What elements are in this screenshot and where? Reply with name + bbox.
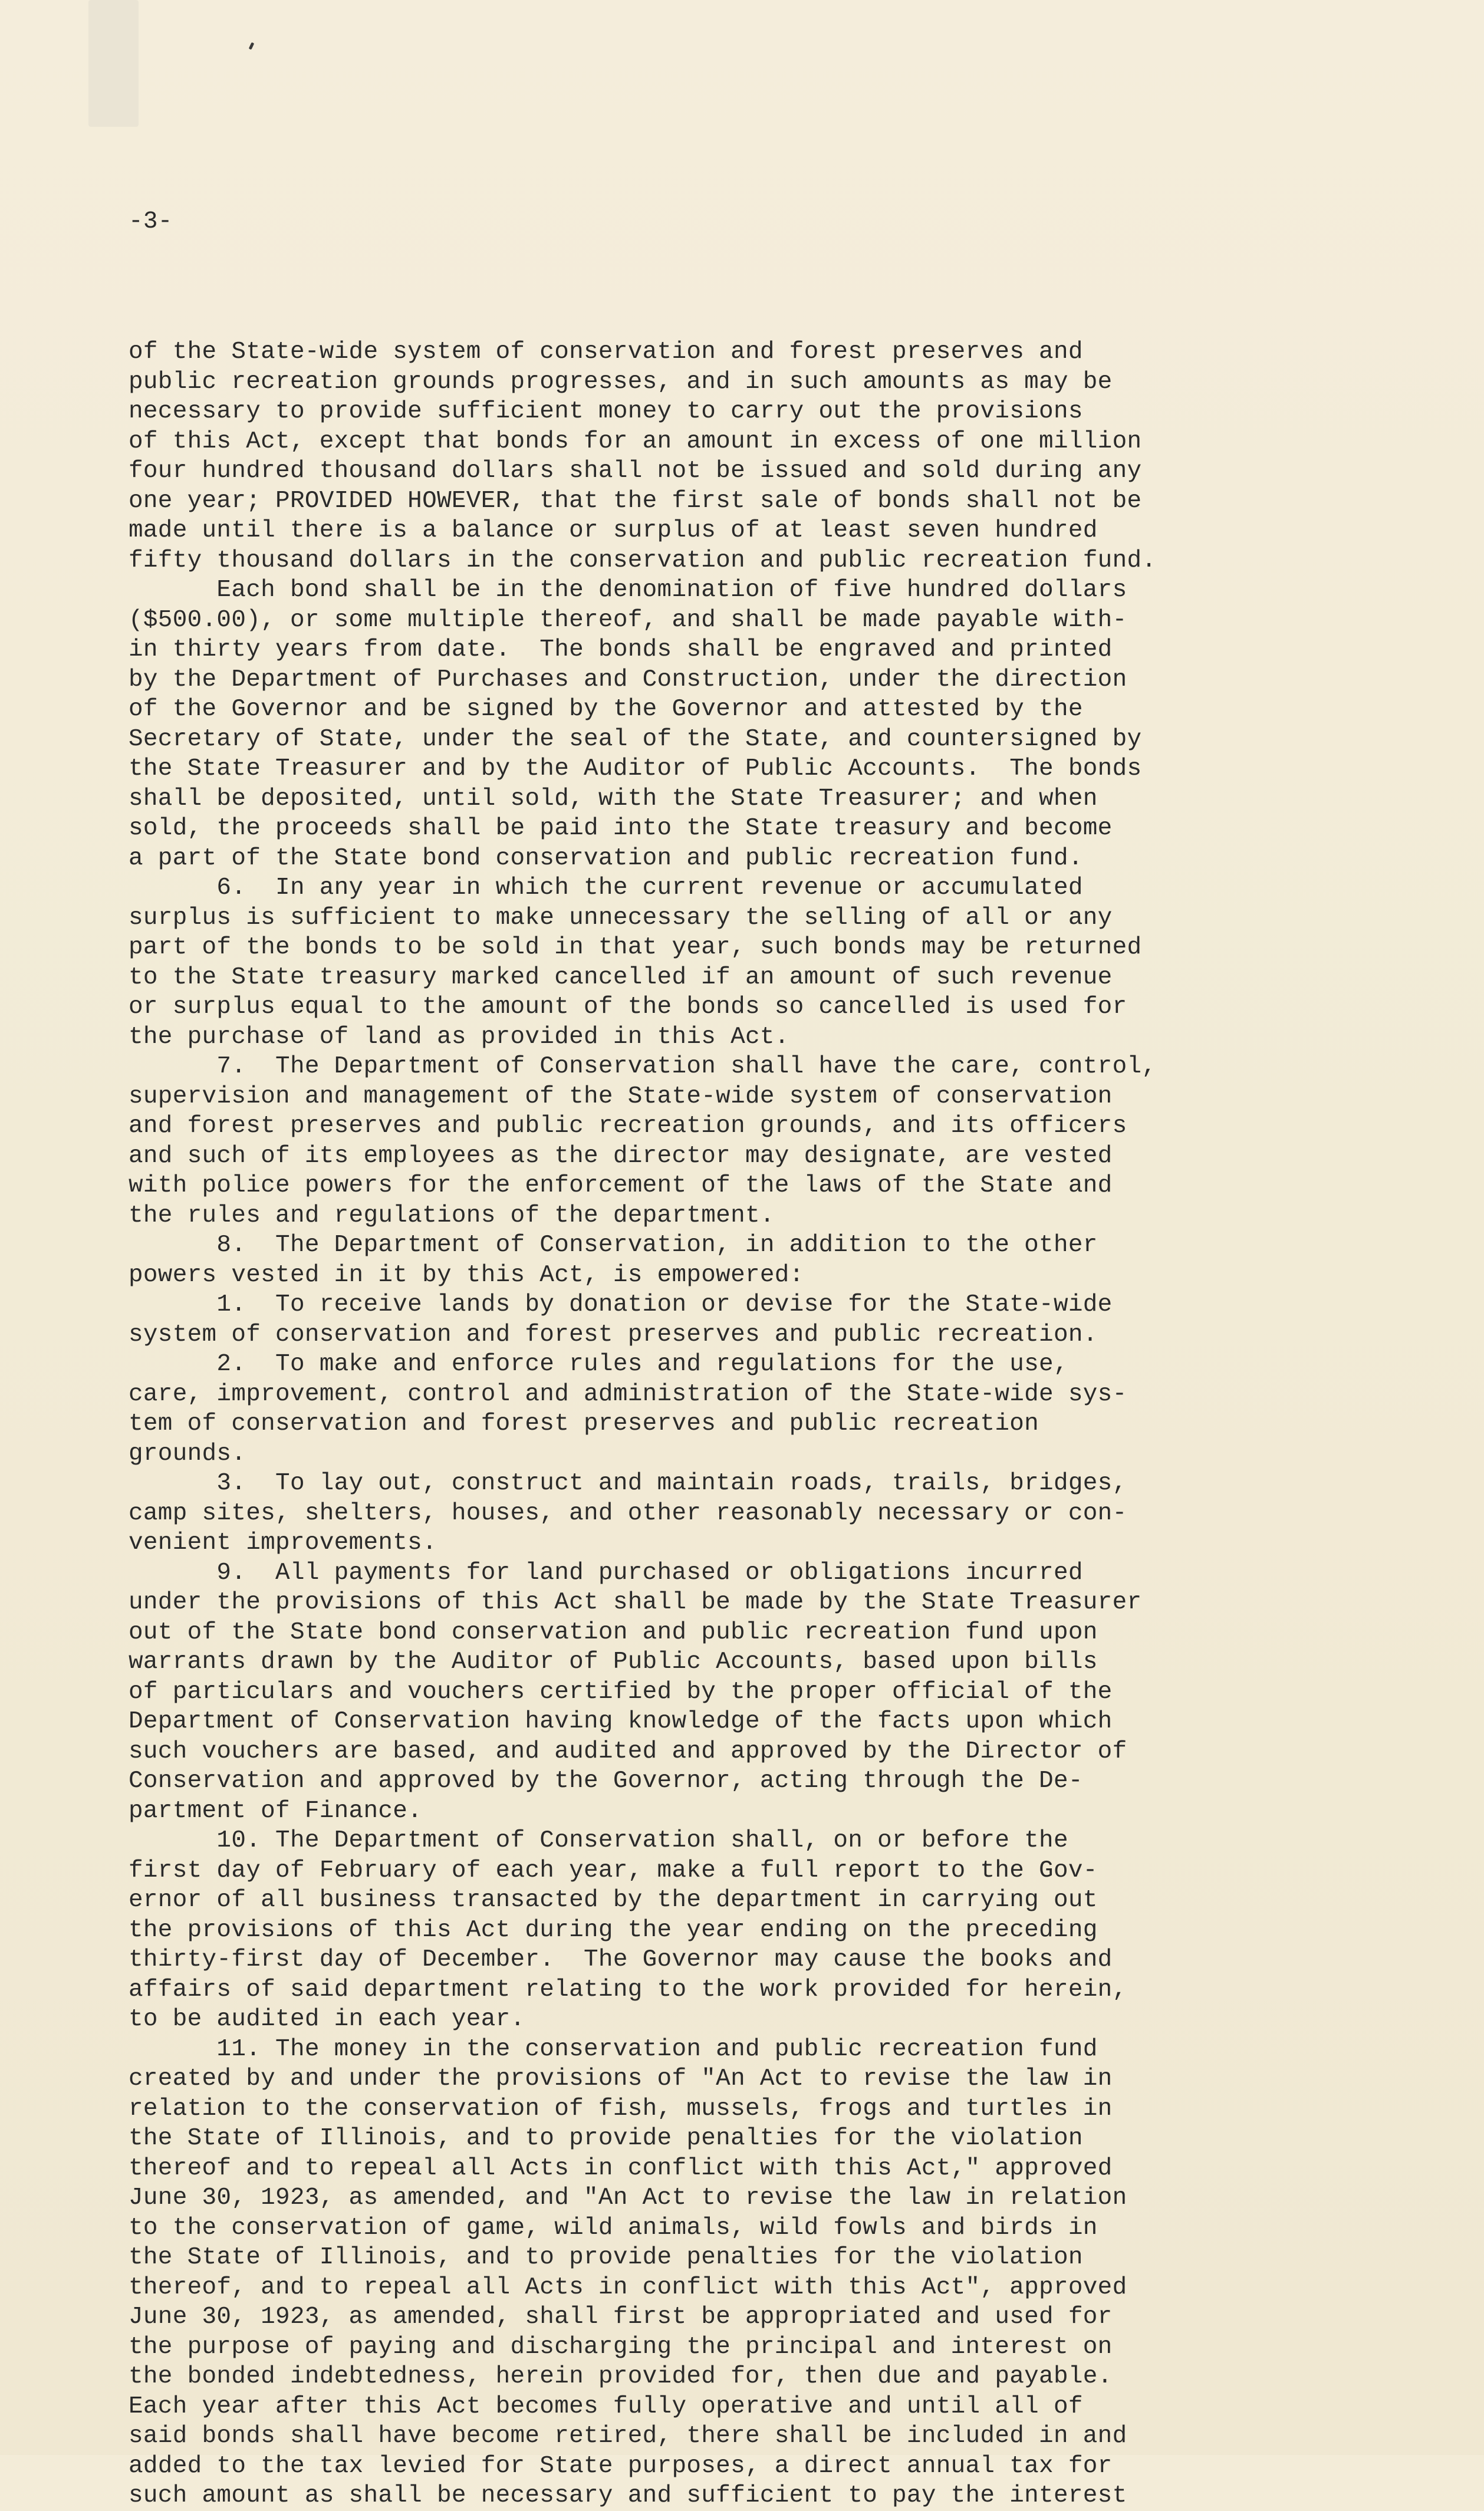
text-line: Each bond shall be in the denomination of five hundred dollars [129, 577, 1127, 604]
text-line: of this Act, except that bonds for an amount in excess of one million [129, 427, 1142, 455]
text-line: sold, the proceeds shall be paid into the State treasury and become [129, 815, 1113, 842]
text-line: 1. To receive lands by donation or devise for the State-wide [129, 1291, 1113, 1318]
text-line: care, improvement, control and administration of the State-wide sys- [129, 1380, 1127, 1408]
text-line: in thirty years from date. The bonds shall be engraved and printed [129, 636, 1113, 663]
text-line: to the State treasury marked cancelled if an amount of such revenue [129, 963, 1113, 991]
text-line: four hundred thousand dollars shall not be issued and sold during any [129, 458, 1142, 485]
text-line: powers vested in it by this Act, is empowered: [129, 1261, 804, 1289]
text-line: out of the State bond conservation and public recreation fund upon [129, 1618, 1098, 1646]
text-line: of the State-wide system of conservation and forest preserves and [129, 338, 1083, 366]
text-line: June 30, 1923, as amended, shall first be appropriated and used for [129, 2303, 1113, 2331]
text-line: partment of Finance. [129, 1797, 423, 1825]
text-line: affairs of said department relating to the work provided for herein, [129, 1976, 1127, 2003]
text-line: and such of its employees as the director may designate, are vested [129, 1142, 1113, 1170]
text-line: with police powers for the enforcement of the laws of the State and [129, 1172, 1113, 1199]
text-line: part of the bonds to be sold in that year, such bonds may be returned [129, 934, 1142, 961]
page-number: -3- [129, 208, 173, 235]
text-line: a part of the State bond conservation and public recreation fund. [129, 844, 1083, 872]
text-line: the provisions of this Act during the year ending on the preceding [129, 1916, 1098, 1944]
text-line: warrants drawn by the Auditor of Public Accounts, based upon bills [129, 1648, 1098, 1676]
ink-speck [249, 42, 255, 50]
text-line: supervision and management of the State-wide system of conservation [129, 1082, 1113, 1110]
text-line: under the provisions of this Act shall be made by the State Treasurer [129, 1589, 1142, 1616]
document-body [129, 147, 1461, 2511]
text-line: and forest preserves and public recreation grounds, and its officers [129, 1113, 1127, 1140]
text-line: grounds. [129, 1440, 246, 1467]
text-line: 11. The money in the conservation and public recreation fund [129, 2035, 1098, 2063]
text-line: said bonds shall have become retired, there shall be included in and [129, 2423, 1127, 2450]
text-line: the State of Illinois, and to provide penalties for the violation [129, 2125, 1083, 2152]
text-line: relation to the conservation of fish, mussels, frogs and turtles in [129, 2095, 1113, 2122]
text-line: the purchase of land as provided in this Act. [129, 1023, 789, 1051]
text-line: of the Governor and be signed by the Governor and attested by the [129, 696, 1083, 723]
text-line: such vouchers are based, and audited and approved by the Director of [129, 1737, 1127, 1765]
tape-mark [88, 0, 139, 127]
text-line: the State Treasurer and by the Auditor of Public Accounts. The bonds [129, 755, 1142, 782]
text-line: Conservation and approved by the Governor, acting through the De- [129, 1768, 1083, 1795]
text-line: shall be deposited, until sold, with the State Treasurer; and when [129, 785, 1098, 812]
text-line: the bonded indebtedness, herein provided for, then due and payable. [129, 2363, 1113, 2390]
text-line: 6. In any year in which the current revenue or accumulated [129, 874, 1083, 901]
text-line: 9. All payments for land purchased or obligations incurred [129, 1559, 1083, 1587]
text-line: system of conservation and forest preserves and public recreation. [129, 1321, 1098, 1348]
text-line: Each year after this Act becomes fully operative and until all of [129, 2392, 1083, 2420]
text-line: by the Department of Purchases and Construction, under the direction [129, 666, 1127, 693]
text-line: tem of conservation and forest preserves and public recreation [129, 1410, 1039, 1437]
text-line: 8. The Department of Conservation, in addition to the other [129, 1232, 1098, 1259]
text-line: surplus is sufficient to make unnecessary the selling of all or any [129, 904, 1113, 932]
text-line: to be audited in each year. [129, 2006, 525, 2033]
text-line: the rules and regulations of the department. [129, 1202, 775, 1229]
text-line: to the conservation of game, wild animals, wild fowls and birds in [129, 2214, 1098, 2242]
text-line: fifty thousand dollars in the conservation and public recreation fund. [129, 547, 1157, 574]
text-line: necessary to provide sufficient money to carry out the provisions [129, 398, 1083, 425]
text-line: the State of Illinois, and to provide penalties for the violation [129, 2244, 1083, 2271]
text-line: thereof, and to repeal all Acts in conflict with this Act", approved [129, 2273, 1127, 2301]
text-line: public recreation grounds progresses, and in such amounts as may be [129, 368, 1113, 396]
text-line: or surplus equal to the amount of the bonds so cancelled is used for [129, 993, 1127, 1021]
text-line: June 30, 1923, as amended, and "An Act to revise the law in relation [129, 2184, 1127, 2211]
text-line: one year; PROVIDED HOWEVER, that the first sale of bonds shall not be [129, 487, 1142, 515]
text-line: Secretary of State, under the seal of the State, and countersigned by [129, 725, 1142, 753]
text-line: created by and under the provisions of "An Act to revise the law in [129, 2065, 1113, 2092]
text-line: camp sites, shelters, houses, and other reasonably necessary or con- [129, 1499, 1127, 1527]
text-line: ($500.00), or some multiple thereof, and shall be made payable with- [129, 606, 1127, 634]
text-line: Department of Conservation having knowledge of the facts upon which [129, 1708, 1113, 1735]
text-line: first day of February of each year, make a full report to the Gov- [129, 1857, 1098, 1884]
text-line: venient improvements. [129, 1529, 437, 1556]
text-line: the purpose of paying and discharging the principal and interest on [129, 2333, 1113, 2361]
text-line: 7. The Department of Conservation shall have the care, control, [129, 1053, 1157, 1080]
text-line: ernor of all business transacted by the department in carrying out [129, 1887, 1098, 1914]
text-line: such amount as shall be necessary and sufficient to pay the interest [129, 2482, 1127, 2509]
text-line: thirty-first day of December. The Governor may cause the books and [129, 1946, 1113, 1973]
text-line: 3. To lay out, construct and maintain roads, trails, bridges, [129, 1470, 1127, 1497]
text-line: 10. The Department of Conservation shall, on or before the [129, 1827, 1068, 1854]
text-line: thereof and to repeal all Acts in conflict with this Act," approved [129, 2154, 1113, 2182]
text-line: 2. To make and enforce rules and regulations for the use, [129, 1351, 1068, 1378]
text-line: made until there is a balance or surplus of at least seven hundred [129, 517, 1098, 544]
text-line: added to the tax levied for State purposes, a direct annual tax for [129, 2452, 1113, 2480]
text-line: of particulars and vouchers certified by the proper official of the [129, 1678, 1113, 1706]
